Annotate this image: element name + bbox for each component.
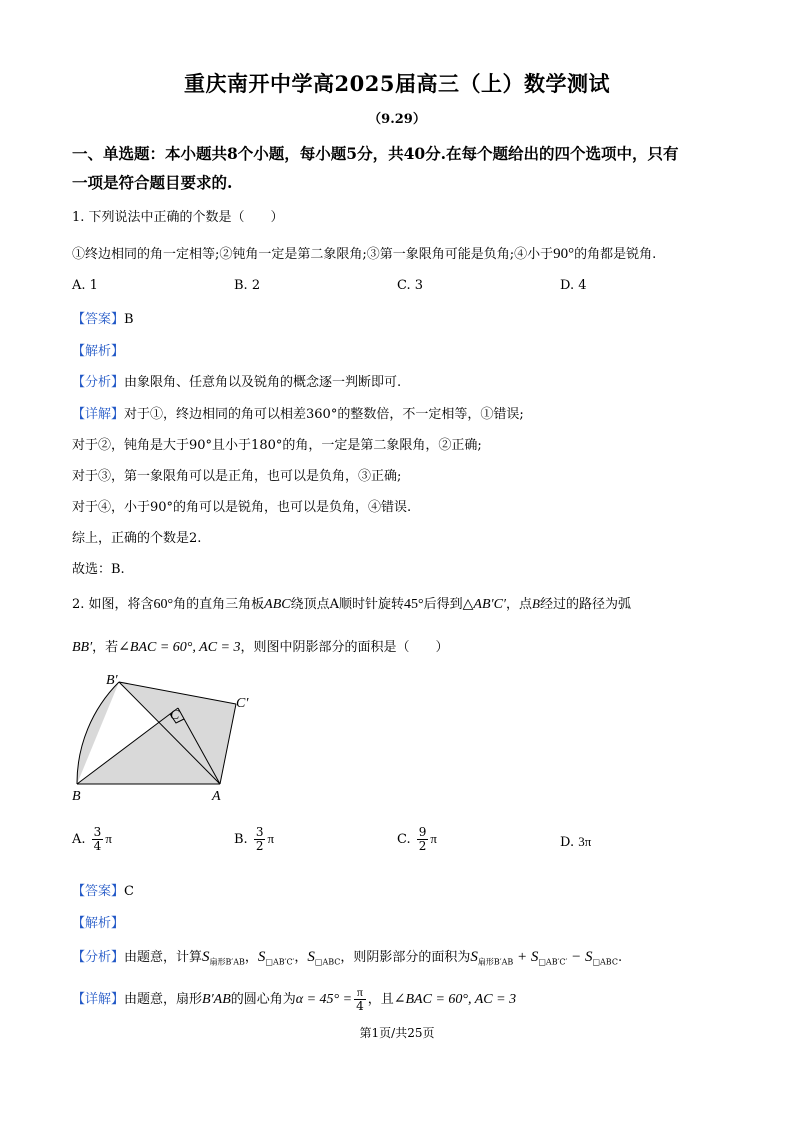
q1-fenxi <box>72 371 401 390</box>
q1-option-c: C. 3 <box>397 278 424 293</box>
q1-detail-line3: 对于③，第一象限角可以是正角，也可以是负角，③正确; <box>72 469 402 484</box>
q2-answer <box>72 880 134 899</box>
q2-detail-text-1: 由题意，扇形 <box>124 992 203 1007</box>
q2-option-a-den: 4 <box>93 839 102 853</box>
q2-s-t1-sub: □AB′C′ <box>265 957 295 967</box>
label-c: C <box>170 708 180 723</box>
q2-detail-text-2: 的圆心角为 <box>230 992 296 1007</box>
q2-detail-four: 4 <box>356 999 364 1013</box>
q1-analysis-tag: 【解析】 <box>72 344 125 359</box>
q2-point-b: B <box>532 596 540 611</box>
q1-statements-text: ①终边相同的角一定相等;②钝角一定是第二象限角;③第一象限角可能是负角;④小于 <box>72 247 554 262</box>
q2-option-d <box>560 834 591 850</box>
q1-answer-tag: 【答案】 <box>72 312 125 327</box>
q2-detail <box>72 986 516 1013</box>
q2-option-c <box>397 826 437 853</box>
q2-option-c-pi: π <box>430 831 437 846</box>
q2-s-sector-sub: 扇形B′AB <box>209 957 245 967</box>
q2-stem-line1 <box>72 593 631 613</box>
q2-stem-line2 <box>72 636 449 656</box>
q2-formula-s1: S <box>470 949 478 965</box>
q1-fenxi-text: 由象限角、任意角以及锐角的概念逐一判断即可. <box>124 375 402 390</box>
q2-option-c-label: C. <box>397 832 411 847</box>
q2-sep-1: ， <box>244 950 258 965</box>
q2-answer-tag: 【答案】 <box>72 884 125 899</box>
q2-formula-minus: − S <box>567 949 593 965</box>
q1-statements-end: 的角都是锐角. <box>574 247 657 262</box>
q2-condition: ∠BAC = 60°, AC = 3 <box>118 640 241 655</box>
q2-detail-alpha: α = 45° = <box>295 992 353 1007</box>
page-title: 重庆南开中学高2025届高三（上）数学测试 <box>184 71 610 96</box>
q2-fenxi-tag: 【分析】 <box>72 950 125 965</box>
q2-s-t2-sub: □ABC <box>314 957 341 967</box>
label-b1: B′ <box>106 673 118 688</box>
q1-detail-line1 <box>72 403 524 422</box>
q1-fenxi-tag: 【分析】 <box>72 375 125 390</box>
q2-formula-plus: + S <box>513 949 539 965</box>
q2-fenxi <box>72 946 622 968</box>
q2-option-a-num: 3 <box>93 825 102 839</box>
q2-option-b-pi: π <box>267 831 275 846</box>
q2-detail-pi: π <box>354 986 366 1000</box>
label-a: A <box>212 789 221 804</box>
section-heading-line2: 一项是符合题目要求的. <box>72 173 233 192</box>
q2-stem-text-5: ，点 <box>505 597 532 612</box>
q1-option-a: A. 1 <box>72 278 98 293</box>
q2-answer-value: C <box>124 884 134 899</box>
q1-option-d: D. 4 <box>560 278 587 293</box>
q2-s-sector: S <box>202 949 210 965</box>
q2-analysis-tag: 【解析】 <box>72 916 125 931</box>
q2-formula-sub3: □ABC <box>592 957 618 967</box>
q2-option-d-label: D. <box>560 835 575 850</box>
section-heading-line1: 一、单选题：本小题共8个小题，每小题5分，共40分.在每个题给出的四个选项中，只有 <box>72 144 679 163</box>
q1-stem: 1. 下列说法中正确的个数是（ ） <box>72 210 284 225</box>
q2-detail-text-3: ，且 <box>367 992 394 1007</box>
q2-option-a <box>72 826 112 853</box>
q2-stem-text-3: 绕顶点A顺时针旋转 <box>290 597 405 612</box>
q2-stem-text-4: 后得到 <box>423 597 463 612</box>
label-c1: C′ <box>236 696 249 711</box>
q2-stem-text-2: 角的直角三角板 <box>173 597 265 612</box>
q1-detail-line6: 故选：B. <box>72 562 125 577</box>
test-date: （9.29） <box>368 112 426 127</box>
q2-s-t2: S <box>307 949 315 965</box>
q2-sep-2: ， <box>294 950 308 965</box>
q2-option-b-label: B. <box>234 832 248 847</box>
q2-figure <box>60 668 270 808</box>
q1-detail-line2: 对于②，钝角是大于90°且小于180°的角，一定是第二象限角，②正确; <box>72 438 482 453</box>
q2-stem-text-6: 经过的路径为弧 <box>539 597 631 612</box>
label-b: B <box>72 789 81 804</box>
q2-arc: BB′ <box>72 640 93 655</box>
q1-option-b: B. 2 <box>234 278 261 293</box>
q2-detail-tag: 【详解】 <box>72 992 125 1007</box>
q2-triangle: △AB′C′ <box>462 597 506 612</box>
page-footer: 第1页/共25页 <box>359 1026 435 1040</box>
q1-detail-line4: 对于④，小于90°的角可以是锐角，也可以是负角，④错误. <box>72 500 412 515</box>
q2-stem-text-7: ，若 <box>92 640 119 655</box>
q2-s-t1: S <box>257 949 266 965</box>
q2-deg60: 60° <box>153 597 174 612</box>
q2-fenxi-text-1: 由题意，计算 <box>124 950 203 965</box>
q1-detail-tag: 【详解】 <box>72 407 125 422</box>
q2-option-c-num: 9 <box>418 825 427 839</box>
q2-option-b-num: 3 <box>255 825 264 839</box>
q2-option-a-label: A. <box>72 832 86 847</box>
q2-deg45: 45° <box>404 597 424 612</box>
q2-fenxi-text-2: ，则阴影部分的面积为 <box>340 950 471 965</box>
q2-detail-condition: ∠BAC = 60°, AC = 3 <box>393 992 517 1007</box>
q1-answer <box>72 308 134 327</box>
q2-abc: ABC <box>264 597 291 612</box>
q2-stem-text-8: ，则图中阴影部分的面积是（ ） <box>240 640 449 655</box>
q1-answer-value: B <box>124 312 134 327</box>
q2-option-d-text: 3π <box>578 834 592 849</box>
q1-statements <box>72 243 656 263</box>
q2-option-b <box>234 826 274 853</box>
q2-formula-sub2: □AB′C′ <box>538 957 568 967</box>
q1-detail-text-1: 对于①，终边相同的角可以相差360°的整数倍，不一定相等，①错误; <box>124 407 524 422</box>
q2-stem-text-1: 2. 如图，将含 <box>72 597 154 612</box>
q1-deg90: 90° <box>553 246 575 262</box>
q2-option-c-den: 2 <box>418 839 427 853</box>
q2-formula-sub1: 扇形B′AB <box>477 957 514 967</box>
q2-detail-sector: B′AB <box>202 992 231 1007</box>
q2-option-b-den: 2 <box>255 839 264 853</box>
q2-option-a-pi: π <box>105 831 112 846</box>
q2-formula-end: . <box>617 950 623 965</box>
q1-detail-line5: 综上，正确的个数是2. <box>72 531 202 546</box>
